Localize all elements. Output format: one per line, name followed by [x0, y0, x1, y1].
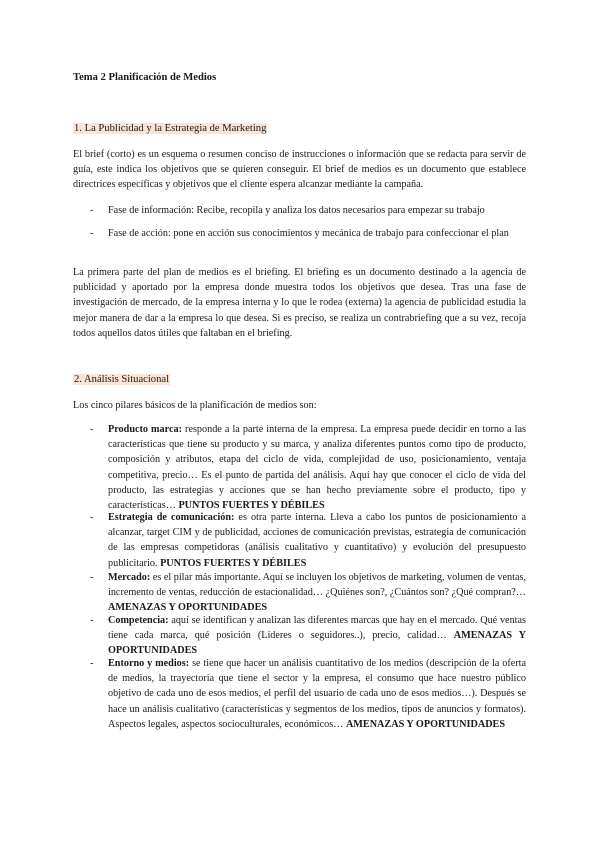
pillar-body: aquí se identifican y analizan las diferentes marcas que hay en el mercado. Qué ventas tiene cada marca, qué posición (Líderes o seguidores..), precio, calidad… [108, 615, 526, 642]
pillar-tag: AMENAZAS Y OPORTUNIDADES [108, 602, 268, 614]
pillar-text [108, 656, 526, 732]
pillar-text [108, 510, 526, 571]
paragraph-briefing: La primera parte del plan de medios es el briefing. El briefing es un documento destinado a la agencia de publicidad y aportado por la empresa donde muestra todos los objetivos que desea. Tras una fase de investigación de mercado, de la empresa interna y lo que le rodea (externa) la agencia de publicidad estudia la mejor manera de dar a la empresa lo que desea. Si es preciso, se realiza un contrabriefing que a su vez, recoja todos aquellos datos útiles que faltaban en el briefing. [73, 267, 526, 339]
pillar-text [108, 613, 526, 659]
list-item [90, 613, 526, 659]
dash-bullet-icon: - [90, 658, 94, 669]
section-heading-2 [73, 374, 170, 385]
pillar-text [108, 570, 526, 616]
section-heading-2-text: 2. Análisis Situacional [74, 374, 170, 385]
list-item [90, 226, 526, 241]
dash-bullet-icon: - [90, 205, 94, 216]
pillar-label: Entorno y medios: [108, 658, 190, 669]
list-item [90, 203, 526, 218]
pillar-body: responde a la parte interna de la empresa. La empresa puede decidir en torno a las características que tiene su producto y su marca, y analiza diferentes puntos como tipo de producto, composición y atributos, etapa del ciclo de vida, complejidad de uso, posicionamiento, ventaja competitiva, precio… Es el punto de partida del análisis. Aquí hay que conocer el ciclo de vida del producto, las estrategias y acciones que se han hecho previamente sobre el producto, tipo y características… [108, 424, 526, 512]
list-item [90, 656, 526, 732]
list-item-text: Fase de acción: pone en acción sus conocimientos y mecánica de trabajo para confeccionar el plan [108, 228, 509, 239]
pillar-text [108, 422, 526, 513]
pillar-tag: AMENAZAS Y OPORTUNIDADES [108, 630, 527, 657]
list-item [90, 422, 526, 513]
dash-bullet-icon: - [90, 228, 94, 239]
pillar-label: Competencia: [108, 615, 169, 626]
dash-bullet-icon: - [90, 512, 94, 523]
dash-bullet-icon: - [90, 615, 94, 626]
document-title: Tema 2 Planificación de Medios [73, 72, 217, 83]
pillar-body: es el pilar más importante. Aquí se incluyen los objetivos de marketing, volumen de ventas, incremento de ventas, reducción de estacionalidad… ¿Quiénes son?, ¿Cuántos son? ¿Qué compran?… [108, 572, 526, 599]
pillar-body: se tiene que hacer un análisis cuantitativo de los medios (descripción de la oferta de medios, la trayectoria que tiene el sector y la empresa, el consumo que hace nuestro público objetivo de cada uno de esos medios, el perfil del usuario de cada uno de esos medios…). Después se hace un análisis cualitativo (características y segmentos de los medios, tipos de anuncios y formatos). Aspectos legales, aspectos socioculturales, económicos… [108, 658, 527, 730]
pillar-tag: PUNTOS FUERTES Y DÉBILES [160, 557, 307, 569]
dash-bullet-icon: - [90, 572, 94, 583]
paragraph-brief: El brief (corto) es un esquema o resumen conciso de instrucciones o información que se redacta para servir de guía, este indica los objetivos que se quieren conseguir. El brief de medios es un documento que establece directrices específicas y objetivos que el cliente espera alcanzar mediante la campaña. [73, 149, 526, 191]
pillar-label: Mercado: [108, 572, 151, 583]
section-heading-1 [73, 123, 267, 134]
pillar-body: es otra parte interna. Lleva a cabo los puntos de posicionamiento a alcanzar, target CIM y de publicidad, acciones de comunicación previstas, estrategia de comunicación de las empresas competidoras (análisis cualitativo y cuantitativo) y evolución del presupuesto publicitario. [108, 512, 526, 569]
dash-bullet-icon: - [90, 424, 94, 435]
section-heading-1-text: 1. La Publicidad y la Estrategia de Marketing [74, 123, 267, 134]
pillar-label: Producto marca: [108, 424, 182, 435]
list-item [90, 510, 526, 571]
pillar-label: Estrategia de comunicación: [108, 512, 235, 523]
list-item-text: Fase de información: Recibe, recopila y analiza los datos necesarios para empezar su trabajo [108, 205, 485, 216]
list-item [90, 570, 526, 616]
paragraph-intro: Los cinco pilares básicos de la planificación de medios son: [73, 400, 317, 411]
pillar-tag: AMENAZAS Y OPORTUNIDADES [345, 718, 506, 730]
pillar-tag: PUNTOS FUERTES Y DÉBILES [178, 500, 325, 512]
